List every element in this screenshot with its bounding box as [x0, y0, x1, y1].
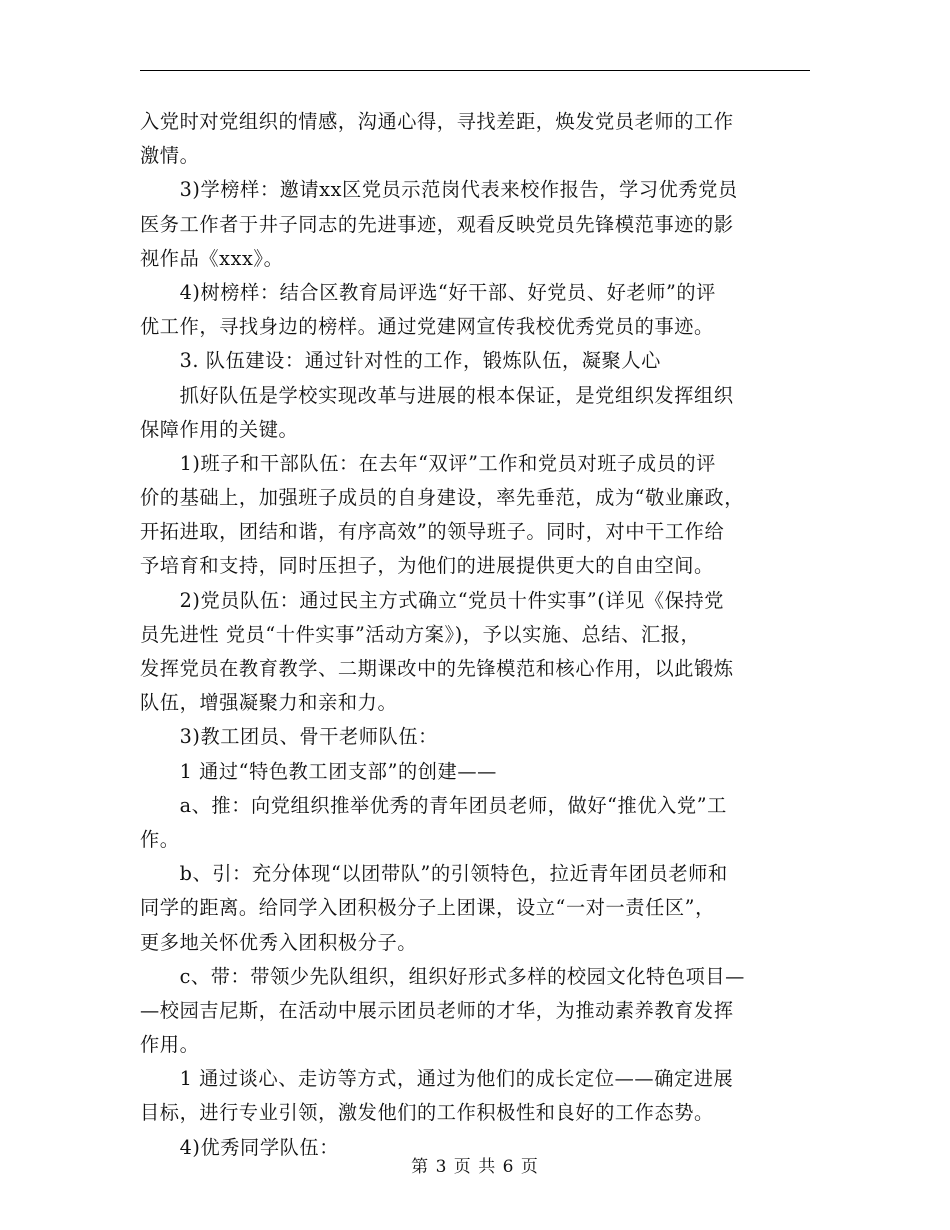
text-line: 作。 [140, 827, 180, 851]
header-rule [140, 70, 810, 71]
text-line: 优工作，寻找身边的榜样。通过党建网宣传我校优秀党员的事迹。 [140, 315, 714, 339]
text-line: a、推：向党组织推举优秀的青年团员老师，做好“推优入党”工 [140, 793, 727, 817]
text-line: b、引：充分体现“以团带队”的引领特色，拉近青年团员老师和 [140, 862, 728, 886]
text-line: 作用。 [140, 1033, 200, 1057]
text-line: 抓好队伍是学校实现改革与进展的根本保证，是党组织发挥组织 [140, 383, 734, 407]
text-line: —校园吉尼斯，在活动中展示团员老师的才华，为推动素养教育发挥 [140, 998, 734, 1022]
text-line: 价的基础上，加强班子成员的自身建设，率先垂范，成为“敬业廉政， [140, 486, 745, 510]
page-number-footer: 第 3 页 共 6 页 [411, 1157, 539, 1177]
text-line: 同学的距离。给同学入团积极分子上团课，设立“一对一责任区”， [140, 896, 715, 920]
text-line: 更多地关怀优秀入团积极分子。 [140, 930, 418, 954]
text-line: 予培育和支持，同时压担子，为他们的进展提供更大的自由空间。 [140, 554, 714, 578]
text-line: 保障作用的关键。 [140, 417, 299, 441]
document-body [140, 105, 812, 1165]
text-line: 激情。 [140, 144, 200, 168]
text-line: 视作品《xxx》。 [140, 246, 284, 270]
text-line: 队伍，增强凝聚力和亲和力。 [140, 691, 398, 715]
text-line: 1)班子和干部队伍：在去年“双评”工作和党员对班子成员的评 [140, 451, 716, 475]
text-line: 目标，进行专业引领，激发他们的工作积极性和良好的工作态势。 [140, 1101, 714, 1125]
text-line: 1 通过谈心、走访等方式，通过为他们的成长定位——确定进展 [140, 1067, 734, 1091]
text-line: 3)学榜样：邀请xx区党员示范岗代表来校作报告，学习优秀党员 [140, 178, 738, 202]
section-heading: 3. 队伍建设：通过针对性的工作，锻炼队伍，凝聚人心 [140, 349, 661, 373]
text-line: 3)教工团员、骨干老师队伍： [140, 725, 438, 749]
text-line: c、带：带领少先队组织，组织好形式多样的校园文化特色项目— [140, 964, 745, 988]
text-line: 医务工作者于井子同志的先进事迹，观看反映党员先锋模范事迹的影 [140, 212, 734, 236]
text-line: 2)党员队伍：通过民主方式确立“党员十件实事”(详见《保持党 [140, 588, 725, 612]
text-line: 入党时对党组织的情感，沟通心得，寻找差距，焕发党员老师的工作 [140, 110, 734, 133]
text-line: 员先进性 党员“十件实事”活动方案》)，予以实施、总结、汇报， [140, 622, 701, 646]
text-line: 1 通过“特色教工团支部”的创建—— [140, 759, 497, 783]
text-line: 4)优秀同学队伍： [140, 1135, 339, 1159]
text-line: 开拓进取，团结和谐，有序高效”的领导班子。同时，对中干工作给 [140, 520, 725, 544]
text-line: 发挥党员在教育教学、二期课改中的先锋模范和核心作用，以此锻炼 [140, 657, 734, 680]
text-line: 4)树榜样：结合区教育局评选“好干部、好党员、好老师”的评 [140, 280, 716, 304]
